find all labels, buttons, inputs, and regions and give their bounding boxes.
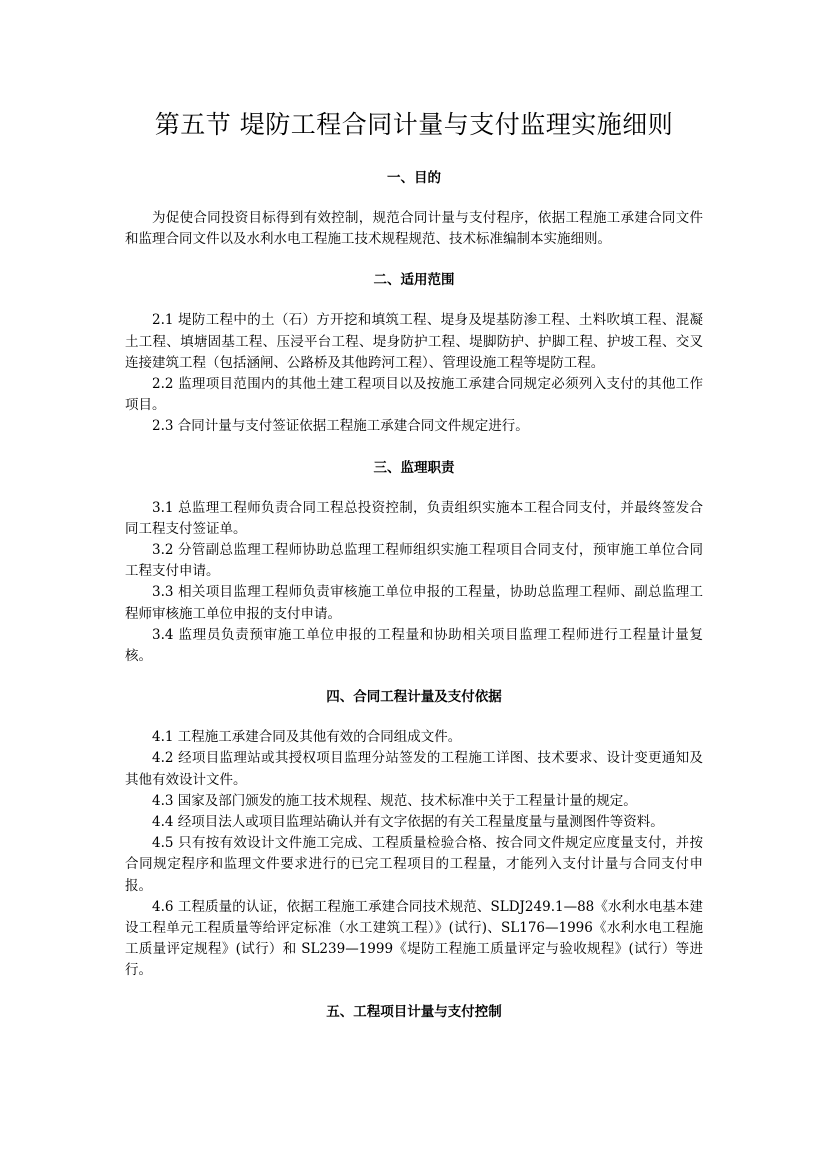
- paragraph: 4.3 国家及部门颁发的施工技术规程、规范、技术标准中关于工程量计量的规定。: [152, 792, 637, 809]
- paragraph: 2.2 监理项目范围内的其他土建工程项目以及按施工承建合同规定必须列入支付的其他工作项目。: [125, 376, 703, 414]
- paragraph: 4.6 工程质量的认证，依据工程施工承建合同技术规范、SLDJ249.1—88《水利水电基本建设工程单元工程质量等给评定标准（水工建筑工程）》(试行)、SL176—1996《水利水电工程施工质量评定规程》(试行）和 SL239—1999《堤防工程施工质量评定与验收规程》(试行）等进行。: [125, 898, 703, 979]
- section-heading-scope: 二、适用范围: [373, 272, 455, 289]
- paragraph: 4.5 只有按有效设计文件施工完成、工程质量检验合格、按合同文件规定应度量支付，并按合同规定程序和监理文件要求进行的已完工程项目的工程量，才能列入支付计量与合同支付申报。: [125, 835, 703, 894]
- paragraph: 2.3 合同计量与支付签证依据工程施工承建合同文件规定进行。: [152, 418, 529, 435]
- paragraph: 4.4 经项目法人或项目监理站确认并有文字依据的有关工程量度量与量测图件等资料。: [152, 814, 664, 831]
- paragraph: 2.1 堤防工程中的土（石）方开挖和填筑工程、堤身及堤基防渗工程、土料吹填工程、混凝土工程、填塘固基工程、压浸平台工程、堤身防护工程、堤脚防护、护脚工程、护坡工程、交叉连接建筑工程（包括涵闸、公路桥及其他跨河工程）、管理设施工程等堤防工程。: [125, 312, 703, 371]
- paragraph: 3.2 分管副总监理工程师协助总监理工程师组织实施工程项目合同支付，预审施工单位合同工程支付申请。: [125, 542, 703, 580]
- section-heading-basis: 四、合同工程计量及支付依据: [326, 689, 502, 706]
- section-heading-purpose: 一、目的: [387, 170, 441, 186]
- document-page: [125, 108, 703, 1022]
- document-title: 第五节 堤防工程合同计量与支付监理实施细则: [154, 110, 674, 139]
- paragraph: 3.4 监理员负责预审施工单位申报的工程量和协助相关项目监理工程师进行工程量计量复核。: [125, 626, 703, 665]
- paragraph: 4.2 经项目监理站或其授权项目监理分站签发的工程施工详图、技术要求、设计变更通知及其他有效设计文件。: [125, 750, 703, 788]
- section-heading-control: 五、工程项目计量与支付控制: [326, 1003, 502, 1020]
- paragraph: 3.1 总监理工程师负责合同工程总投资控制，负责组织实施本工程合同支付，并最终签发合同工程支付签证单。: [125, 499, 703, 537]
- paragraph: 3.3 相关项目监理工程师负责审核施工单位申报的工程量，协助总监理工程师、副总监理工程师审核施工单位申报的支付申请。: [125, 584, 703, 622]
- section-heading-duties: 三、监理职责: [373, 459, 455, 476]
- paragraph: 4.1 工程施工承建合同及其他有效的合同组成文件。: [152, 729, 462, 746]
- paragraph: 为促使合同投资目标得到有效控制，规范合同计量与支付程序，依据工程施工承建合同文件和监理合同文件以及水利水电工程施工技术规程规范、技术标准编制本实施细则。: [125, 210, 703, 248]
